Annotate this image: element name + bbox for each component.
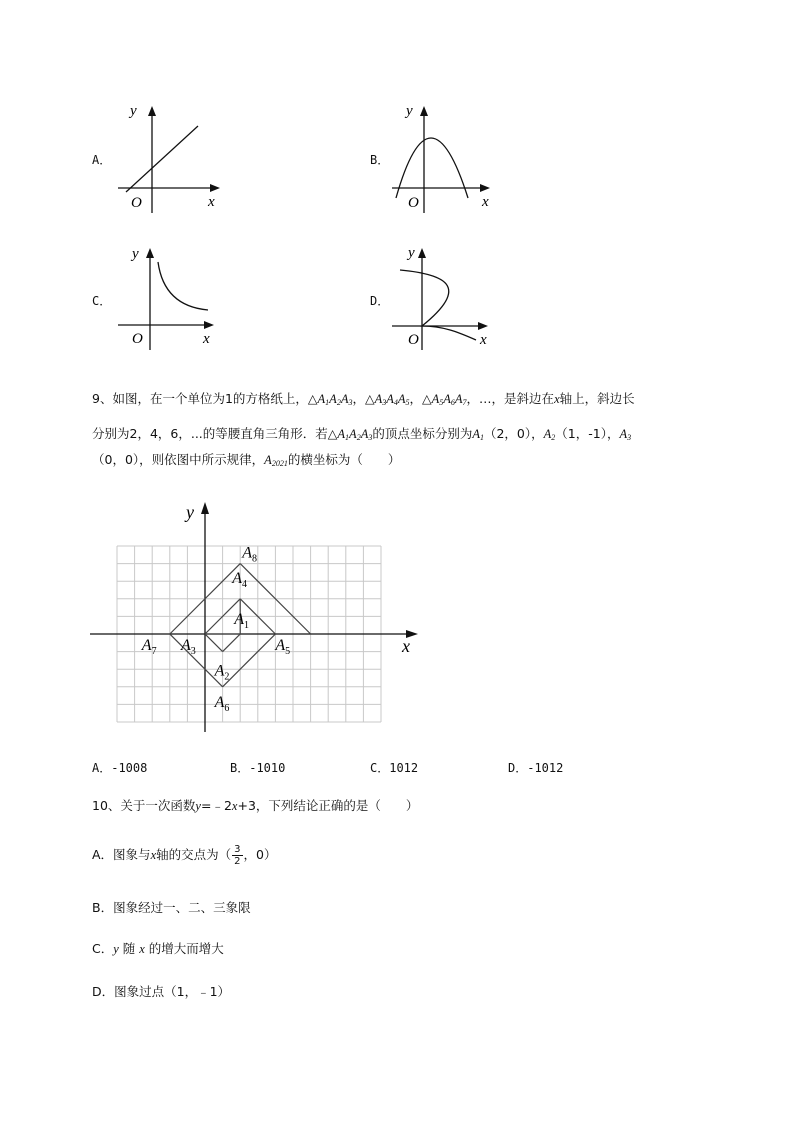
graph-a [110,98,230,213]
choice-d[interactable]: D．-1012 [508,761,564,775]
origin-label: O [408,195,419,211]
graph-d [388,240,498,350]
q10-option-d[interactable]: D．图象过点（1，﹣1） [92,984,231,999]
option-label: C． [92,294,112,308]
q10-option-c[interactable]: C．y 随 x 的增大而增大 [92,941,224,956]
triangle-edge [223,634,276,687]
option-label: B． [370,153,390,167]
graph-b [388,98,498,213]
x-axis-label: x [208,194,215,210]
x-axis-label: x [482,194,489,210]
hyperbola-curve [158,262,208,310]
point-label-a3: $A_3$ [181,637,196,657]
origin-label: O [408,332,419,348]
x-axis-label: x [480,332,487,348]
q10-stem: 10、关于一次函数y=﹣2x+3，下列结论正确的是（ ） [92,798,419,813]
choice-c[interactable]: C．1012 [370,761,419,775]
point-labels [141,545,290,714]
point-label-a4: $A_4$ [232,569,247,590]
point-label-a1: $A_1$ [234,611,249,631]
fraction: $\frac{3}{2}$ [234,844,241,867]
y-axis-label: y [132,246,139,262]
origin-label: O [132,331,143,347]
linear-curve [126,126,198,192]
x-axis-label: x [402,636,410,656]
origin-label: O [131,195,142,211]
point-label-a2: $A_2$ [214,662,230,683]
option-label: D． [370,294,390,308]
y-axis-label: y [186,502,194,522]
q10-option-a[interactable]: A．图象与x轴的交点为（ $\frac{3}{2}$ ，0） [92,844,277,867]
point-label-a5: $A_5$ [275,637,291,657]
choice-a[interactable]: A．-1008 [92,761,148,775]
q9-stem-line2: 分别为2，4，6，...的等腰直角三角形．若$\triangle A_1A_2A_3$的顶点坐标分别为$A_1(2$，0），$A_2(1$，-1），$A_3$ [92,426,632,442]
x-axis-label: x [203,331,210,347]
y-axis-label: y [406,103,413,119]
q10-option-b[interactable]: B．图象经过一、二、三象限 [92,900,251,915]
axes [90,502,418,732]
point-label-a7: $A_7$ [141,637,157,657]
y-axis-label: y [408,245,415,261]
q9-stem-line3: （0，0），则依图中所示规律，$A_{2021}$的横坐标为（ ） [92,452,401,468]
option-label: A． [92,153,112,167]
y-axis-arrow [201,502,209,514]
parabola-curve [396,138,468,198]
s-curve [400,270,476,340]
y-axis-label: y [130,103,137,119]
triangle-edge [205,634,223,652]
triangle-edge [223,634,241,652]
q9-stem-line1: 9、如图，在一个单位为1的方格纸上，$\triangle A_1A_2A_3$，$\triangle A_3A_4A_5$，$\triangle A_5A_6A_7$，…，是斜边在x轴上，斜边长 [92,391,635,407]
point-label-a6: $A_6$ [214,693,230,714]
q9-grid-figure [90,496,430,736]
choice-b[interactable]: B．-1010 [230,761,286,775]
point-label-a8: $A_8$ [242,544,257,565]
graph-c [110,240,220,350]
